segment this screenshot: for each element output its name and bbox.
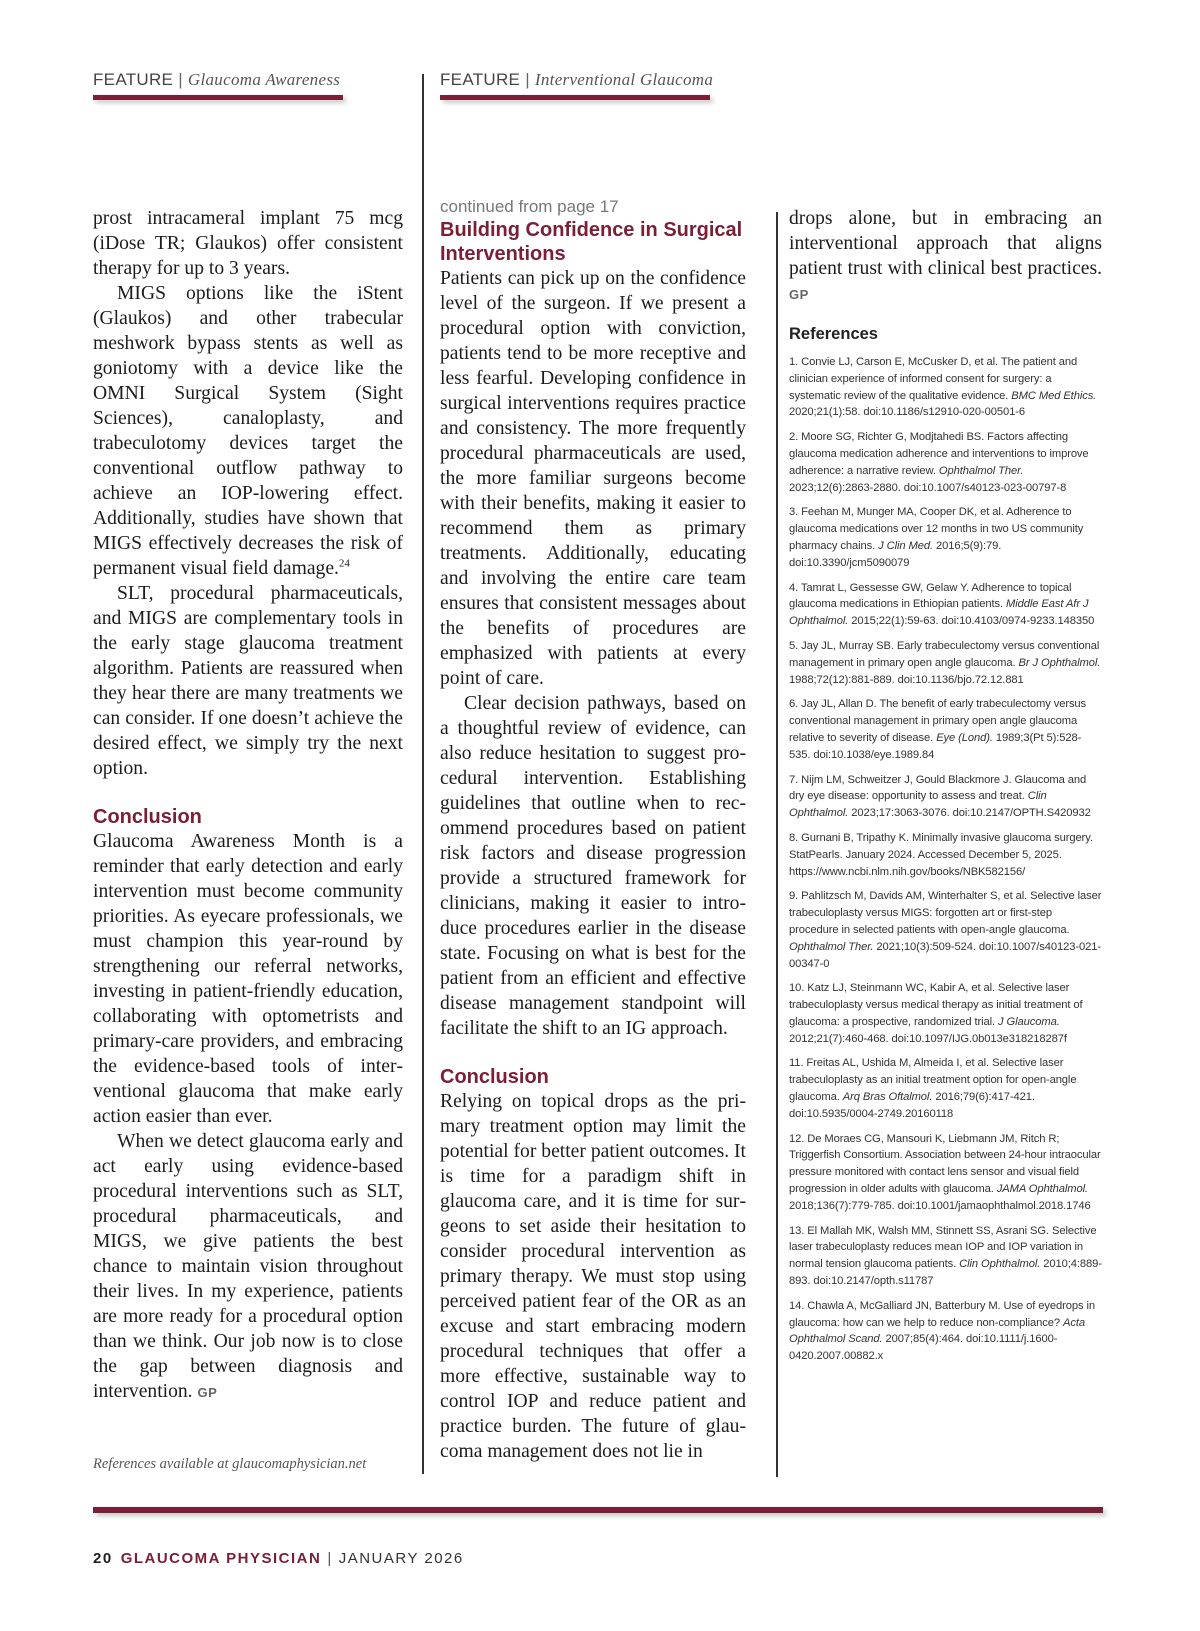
body-paragraph: MIGS options like the iStent (Glaukos) and other trabecular meshwork bypass stents as well as goniotomy with a device like the OMNI Surgical System (Sight Sciences), canaloplasty, and trabeculotomy devices target the conventional outflow pathway to achieve an IOP-lowering effect. Additionally, studies have shown that MIGS effectively decreases the risk of permanent visual field damage.$^{24}$: [93, 283, 403, 579]
reference-item: 4. Tamrat L, Gessesse GW, Gelaw Y. Adherence to topical glaucoma medications in Ethiopian patients. Middle East Afr J Ophthalmol. 2015;22(1):59-63. doi:10.4103/0974-9233.148350: [789, 581, 1095, 628]
reference-item: 7. Nijm LM, Schweitzer J, Gould Blackmore J. Glaucoma and dry eye disease: opportunity to assess and treat. Clin Ophthalmol. 2023;17:3063-3076. doi:10.2147/OPTH.S420932: [789, 773, 1091, 820]
reference-item: 1. Convie LJ, Carson E, McCusker D, et al. The patient and clinician experience of informed consent for surgery: a systematic review of the qualitative evidence. BMC Med Ethics. 2020;21(1):58. doi:10.1186/s12910-020-00501-6: [789, 356, 1097, 419]
body-paragraph: Clear decision pathways, based on a thoughtful review of evidence, can also reduce hesitation to suggest procedural intervention. Establishing guidelines that outline when to recommend procedures based on patient risk factors and disease progression provide a structured framework for clinicians, making it easier to introduce procedures earlier in the disease state. Focusing on what is best for the patient from an efficient and effective disease management standpoint will facilitate the shift to an IG approach.: [440, 693, 746, 1039]
header-rule-right: [440, 95, 710, 100]
reference-item: 5. Jay JL, Murray SB. Early trabeculectomy versus conventional management in primary open angle glaucoma. Br J Ophthalmol. 1988;72(12):881-889. doi:10.1136/bjo.72.12.881: [789, 639, 1101, 686]
header-section-label: FEATURE: [93, 70, 174, 89]
footer-rule: [93, 1507, 1103, 1513]
body-paragraph: When we detect glaucoma early and act early using evidence-based procedural interventions such as SLT, procedural pharmaceuticals, and MIGS, we give patients the best chance to maintain vision throughout their lives. In my experience, patients are more ready for a procedural option than we think. Our job now is to close the gap between diagnosis and intervention. GP: [93, 1131, 403, 1402]
section-heading: Building Confidence in Surgical Interventions: [440, 219, 743, 265]
reference-item: 6. Jay JL, Allan D. The benefit of early trabeculectomy versus conventional management in primary open angle glaucoma relative to severity of disease. Eye (Lond). 1989;3(Pt 5):528-535. doi:10.1038/eye.1989.84: [789, 698, 1087, 761]
header-rule-left: [93, 95, 343, 100]
middle-column: [440, 196, 746, 1464]
running-header-left: [93, 70, 340, 90]
column-divider: [776, 212, 778, 1477]
body-paragraph: drops alone, but in embracing an interventional approach that aligns patient trust with clinical best practices. GP: [789, 208, 1102, 302]
header-topic: Glaucoma Awareness: [187, 70, 341, 89]
running-header-right: [440, 70, 713, 90]
references-list: [789, 325, 1102, 1373]
left-column: [93, 206, 403, 1405]
body-paragraph: prost intracameral implant 75 mcg (iDose TR; Glaukos) offer consistent therapy for up to 3 years.: [93, 208, 403, 279]
body-paragraph: SLT, procedural pharmaceuticals, and MIGS are complementary tools in the early stage glaucoma treatment algorithm. Patients are reassured when they hear there are many treatments we can consider. If one doesn’t achieve the desired effect, we simply try the next option.: [93, 583, 403, 779]
magazine-title: GLAUCOMA PHYSICIAN: [120, 1550, 322, 1567]
header-separator: |: [525, 70, 530, 89]
reference-item: 2. Moore SG, Richter G, Modjtahedi BS. Factors affecting glaucoma medication adherence and interventions to improve adherence: a narrative review. Ophthalmol Ther. 2023;12(6):2863-2880. doi:10.1007/s40123-023-00797-8: [789, 431, 1089, 494]
reference-item: 14. Chawla A, McGalliard JN, Batterbury M. Use of eyedrops in glaucoma: how can we help to reduce non-compliance? Acta Ophthalmol Scand. 2007;85(4):464. doi:10.1111/j.1600-0420.2007.00882.x: [789, 1299, 1096, 1363]
body-paragraph: Glaucoma Awareness Month is a reminder that early detection and early intervention must become community priorities. As eyecare professionals, we must champion this year-round by strengthening our referral networks, investing in patient-friendly education, collaborating with optometrists and primary-care providers, and embracing the evidence-based tools of interventional glaucoma that make early action easier than ever.: [93, 831, 403, 1127]
reference-item: 12. De Moraes CG, Mansouri K, Liebmann JM, Ritch R; Triggerfish Consortium. Association between 24-hour intraocular pressure monitored with contact lens sensor and visual field progression in older adults with glaucoma. JAMA Ophthalmol. 2018;136(7):779-785. doi:10.1001/jamaophthalmol.2018.1746: [789, 1132, 1101, 1212]
reference-item: 11. Freitas AL, Ushida M, Almeida I, et al. Selective laser trabeculoplasty as an initial treatment option for open-angle glaucoma. Arq Bras Oftalmol. 2016;79(6):417-421. doi:10.5935/0004-2749.20160118: [789, 1057, 1077, 1120]
issue-date: JANUARY 2026: [338, 1550, 464, 1567]
section-heading-conclusion: Conclusion: [440, 1066, 549, 1088]
references-heading: References: [789, 325, 878, 343]
reference-item: 10. Katz LJ, Steinmann WC, Kabir A, et al. Selective laser trabeculoplasty versus medical therapy as initial treatment of glaucoma: a prospective, randomized trial. J Glaucoma. 2012;21(7):460-468. doi:10.1097/IJG.0b013e318218287f: [789, 982, 1083, 1045]
end-mark: GP: [197, 1385, 218, 1400]
reference-item: 3. Feehan M, Munger MA, Cooper DK, et al. Adherence to glaucoma medications over 12 months in two US community pharmacy chains. J Clin Med. 2016;5(9):79. doi:10.3390/jcm5090079: [789, 506, 1084, 569]
reference-item: 9. Pahlitzsch M, Davids AM, Winterhalter S, et al. Selective laser trabeculoplasty versus MIGS: forgotten art or first-step procedure in selected patients with open-angle glaucoma. Ophthalmol Ther. 2021;10(3):509-524. doi:10.1007/s40123-021-00347-0: [789, 890, 1102, 970]
reference-item: 8. Gurnani B, Tripathy K. Minimally invasive glaucoma surgery. StatPearls. January 2024. Accessed December 5, 2025. https://www.ncbi.nlm.nih.gov/books/NBK582156/: [789, 831, 1093, 878]
continued-label: continued from page 17: [440, 197, 619, 216]
page-footer: [93, 1550, 464, 1567]
header-topic: Interventional Glaucoma: [534, 70, 714, 89]
right-column: [789, 206, 1102, 307]
references-note: References available at glaucomaphysician.net: [93, 1456, 367, 1472]
reference-item: 13. El Mallah MK, Walsh MM, Stinnett SS, Asrani SG. Selective laser trabeculoplasty reduces mean IOP and IOP variation in normal tension glaucoma patients. Clin Ophthalmol. 2010;4:889-893. doi:10.2147/opth.s11787: [789, 1224, 1102, 1288]
body-paragraph: Relying on topical drops as the primary treatment option may limit the potential for better patient outcomes. It is time for a paradigm shift in glaucoma care, and it is time for surgeons to set aside their hesitation to consider procedural intervention as primary therapy. We must stop using perceived patient fear of the OR as an excuse and start embracing modern procedural techniques that offer a more effective, sustainable way to control IOP and reduce patient and practice burden. The future of glaucoma management does not lie in: [440, 1091, 746, 1462]
header-separator: |: [178, 70, 183, 89]
section-heading-conclusion: Conclusion: [93, 806, 202, 828]
end-mark: GP: [789, 287, 809, 302]
citation-superscript: 24: [338, 557, 350, 570]
page-number: 20: [93, 1550, 113, 1567]
footer-separator: |: [327, 1550, 333, 1567]
page-divider: [422, 74, 424, 1474]
header-section-label: FEATURE: [440, 70, 521, 89]
body-paragraph: Patients can pick up on the confidence level of the surgeon. If we present a procedural option with conviction, patients tend to be more receptive and less fearful. Developing confidence in surgical interventions requires practice and consistency. The more frequently procedural pharmaceuticals are used, the more familiar surgeons become with their benefits, making it easier to recommend them as primary treatments. Additionally, educating and involving the entire care team ensures that consistent messages about the benefits of procedures are emphasized with patients at every point of care.: [440, 268, 746, 689]
